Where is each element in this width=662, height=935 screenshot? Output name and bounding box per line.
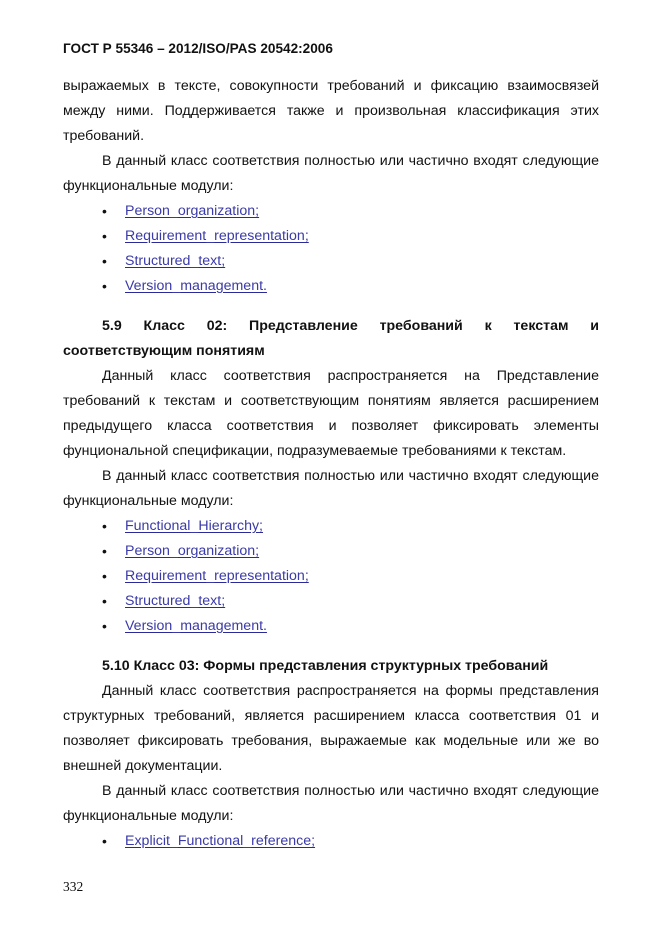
module-link[interactable]: Person_organization; bbox=[125, 543, 260, 559]
page-number: 332 bbox=[63, 879, 84, 894]
list-item bbox=[63, 224, 599, 249]
module-link[interactable]: Requirement_representation; bbox=[125, 568, 309, 584]
module-link[interactable]: Functional_Hierarchy; bbox=[125, 518, 263, 534]
document-header: ГОСТ Р 55346 – 2012/ISO/PAS 20542:2006 bbox=[63, 41, 333, 56]
module-link[interactable]: Structured_text; bbox=[125, 593, 226, 609]
section-heading-5-9 bbox=[63, 314, 599, 364]
section-number: 5.9 bbox=[102, 318, 122, 334]
bullet-icon: • bbox=[102, 518, 107, 534]
continued-paragraph: выражаемых в тексте, совокупности требований и фиксацию взаимосвязей между ними. Поддерживается также и произвольная классификация этих требований. bbox=[63, 78, 599, 144]
module-link[interactable]: Explicit_Functional_reference; bbox=[125, 833, 316, 849]
bullet-icon: • bbox=[102, 543, 107, 559]
module-link[interactable]: Requirement_representation; bbox=[125, 228, 309, 244]
bullet-icon: • bbox=[102, 568, 107, 584]
list-item bbox=[63, 274, 599, 299]
module-list-3 bbox=[63, 829, 599, 854]
module-link[interactable]: Structured_text; bbox=[125, 253, 226, 269]
list-item bbox=[63, 564, 599, 589]
list-item bbox=[63, 589, 599, 614]
section-5-10-modules-intro: В данный класс соответствия полностью или частично входят следующие функциональные модули: bbox=[63, 783, 599, 824]
bullet-icon: • bbox=[102, 618, 107, 634]
modules-intro-paragraph: В данный класс соответствия полностью или частично входят следующие функциональные модули: bbox=[63, 153, 599, 194]
section-heading-5-10 bbox=[63, 654, 599, 679]
section-5-9-modules-intro: В данный класс соответствия полностью или частично входят следующие функциональные модули: bbox=[63, 468, 599, 509]
bullet-icon: • bbox=[102, 203, 107, 219]
list-item bbox=[63, 539, 599, 564]
module-link[interactable]: Version_management. bbox=[125, 278, 267, 294]
list-item bbox=[63, 614, 599, 639]
list-item bbox=[63, 829, 599, 854]
list-item bbox=[63, 249, 599, 274]
module-list-2 bbox=[63, 514, 599, 639]
module-list-1 bbox=[63, 199, 599, 299]
section-title: Класс 03: Формы представления структурных требований bbox=[133, 658, 549, 674]
section-5-10-paragraph: Данный класс соответствия распространяется на формы представления структурных требований, является расширением класса соответствия 01 и позволяет фиксировать требования, выражаемые как модельные или же во внешней документации. bbox=[63, 683, 599, 774]
section-5-9-paragraph: Данный класс соответствия распространяется на Представление требований к текстам и соответствующим понятиям является расширением предыдущего класса соответствия и позволяет фиксировать элементы фунциональной спецификации, подразумеваемые требованиями к текстам. bbox=[63, 368, 599, 459]
list-item bbox=[63, 199, 599, 224]
section-number: 5.10 bbox=[102, 658, 130, 674]
bullet-icon: • bbox=[102, 228, 107, 244]
module-link[interactable]: Version_management. bbox=[125, 618, 267, 634]
bullet-icon: • bbox=[102, 593, 107, 609]
section-title: Класс 02: Представление требований к текстам и соответствующим понятиям bbox=[63, 318, 599, 359]
list-item bbox=[63, 514, 599, 539]
bullet-icon: • bbox=[102, 833, 107, 849]
document-page bbox=[63, 40, 599, 854]
module-link[interactable]: Person_organization; bbox=[125, 203, 260, 219]
bullet-icon: • bbox=[102, 253, 107, 269]
bullet-icon: • bbox=[102, 278, 107, 294]
